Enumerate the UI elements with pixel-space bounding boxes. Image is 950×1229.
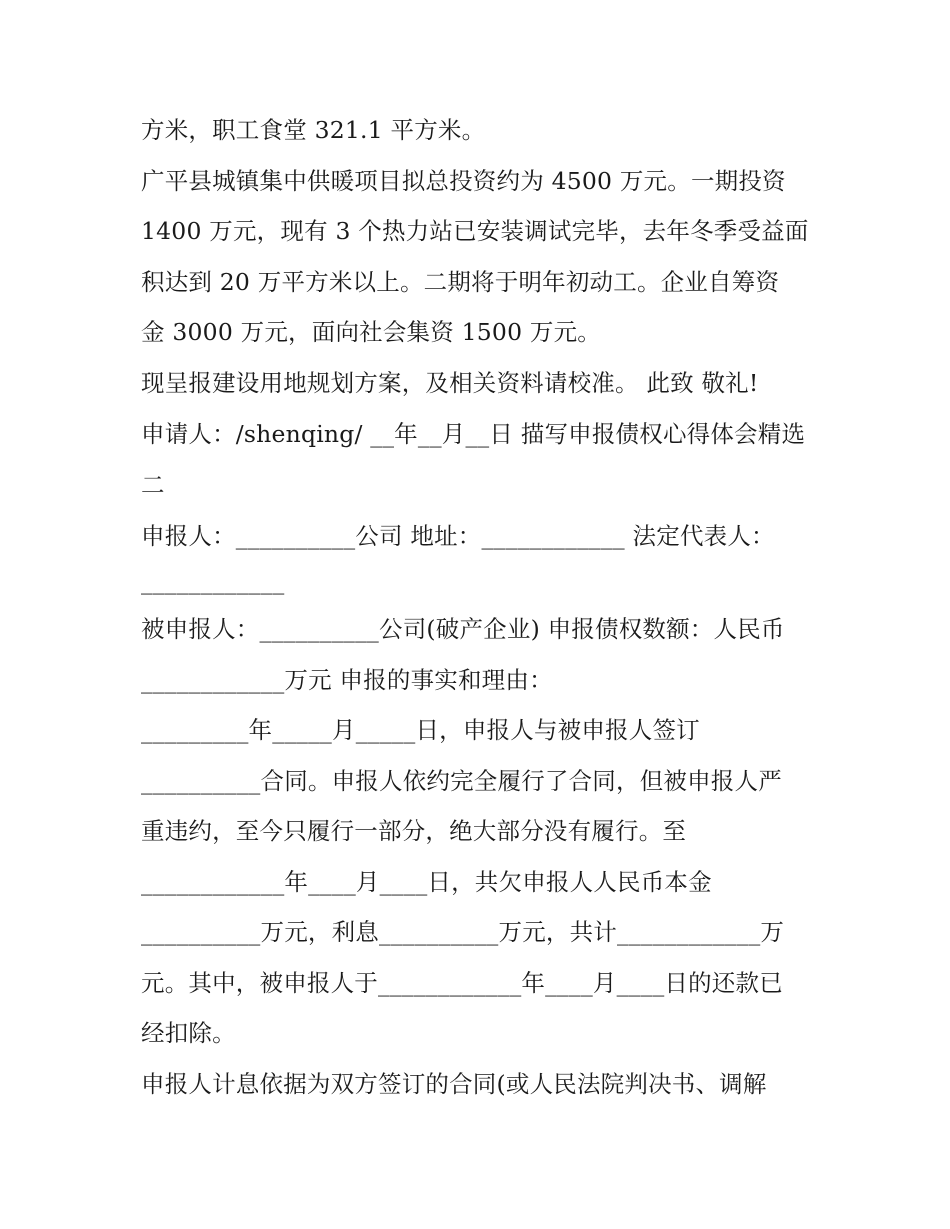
text-line: 1400 万元，现有 3 个热力站已安装调试完毕，去年冬季受益面 xyxy=(141,217,809,245)
text-line: 申报人计息依据为双方签订的合同(或人民法院判决书、调解 xyxy=(141,1070,767,1098)
text-line: _________年_____月_____日，申报人与被申报人签订 xyxy=(141,716,700,744)
text-line: 申请人：/shenqing/ __年__月__日 描写申报债权心得体会精选 xyxy=(141,420,806,448)
text-line: ____________万元 申报的事实和理由： xyxy=(141,666,553,694)
text-line: 金 3000 万元，面向社会集资 1500 万元。 xyxy=(141,318,601,346)
text-line: __________合同。申报人依约完全履行了合同，但被申报人严 xyxy=(141,767,782,795)
text-line: 重违约，至今只履行一部分，绝大部分没有履行。至 xyxy=(141,817,687,845)
text-line: 被申报人：__________公司(破产企业) 申报债权数额：人民币 xyxy=(141,615,785,643)
text-line: ____________ xyxy=(141,567,285,595)
text-line: 申报人：__________公司 地址：____________ 法定代表人： xyxy=(141,522,775,550)
text-line: ____________年____月____日，共欠申报人人民币本金 xyxy=(141,868,712,896)
text-line: 方米，职工食堂 321.1 平方米。 xyxy=(141,116,486,144)
text-line: 积达到 20 万平方米以上。二期将于明年初动工。企业自筹资 xyxy=(141,268,780,296)
text-line: 二 xyxy=(141,471,165,499)
text-line: 广平县城镇集中供暖项目拟总投资约为 4500 万元。一期投资 xyxy=(141,167,786,195)
text-line: __________万元，利息__________万元，共计____________万 xyxy=(141,918,785,946)
text-line: 经扣除。 xyxy=(141,1019,236,1047)
text-line: 元。其中，被申报人于____________年____月____日的还款已 xyxy=(141,969,783,997)
text-line: 现呈报建设用地规划方案，及相关资料请校准。 此致 敬礼! xyxy=(141,369,759,397)
